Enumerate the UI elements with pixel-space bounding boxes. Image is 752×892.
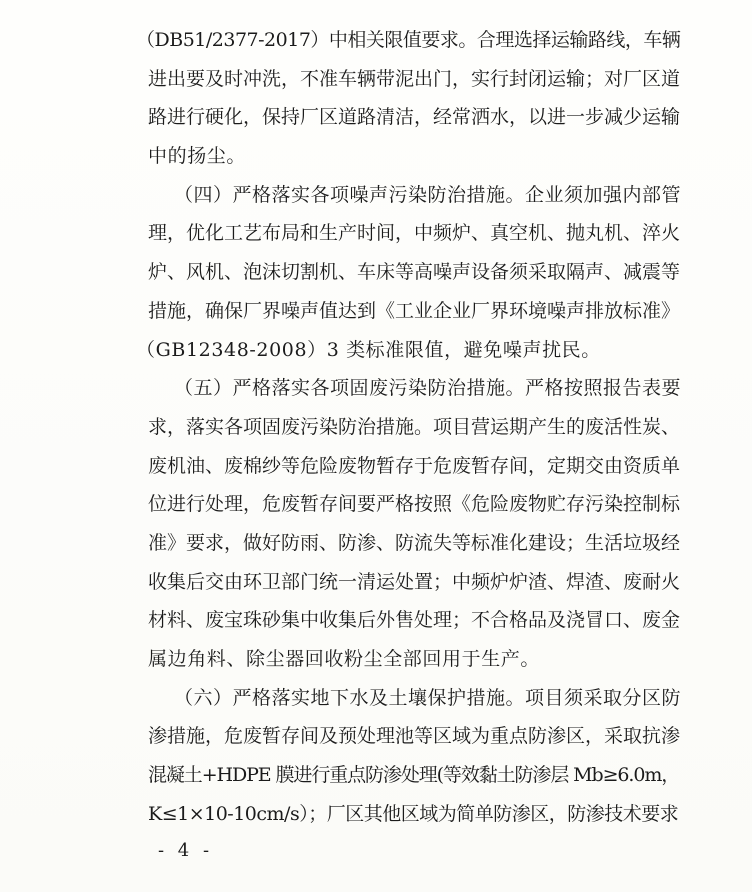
text-line: （四）严格落实各项噪声污染防治措施。企业须加强内部管 bbox=[174, 183, 682, 206]
text-line: 路进行硬化，保持厂区道路清洁，经常洒水，以进一步减少运输 bbox=[148, 106, 681, 129]
text-line: 炉、风机、泡沫切割机、车床等高噪声设备须采取隔声、减震等 bbox=[148, 261, 681, 284]
text-line: 材料、废宝珠砂集中收集后外售处理；不合格品及浇冒口、废金 bbox=[148, 609, 681, 632]
text-line: 求，落实各项固废污染防治措施。项目营运期产生的废活性炭、 bbox=[148, 415, 681, 438]
text-line: 收集后交由环卫部门统一清运处置；中频炉炉渣、焊渣、废耐火 bbox=[148, 570, 681, 593]
text-line: 进出要及时冲洗，不准车辆带泥出门，实行封闭运输；对厂区道 bbox=[148, 67, 681, 90]
text-line: 混凝土+HDPE 膜进行重点防渗处理(等效黏土防渗层 Mb≥6.0m， bbox=[148, 764, 680, 787]
text-line: 属边角料、除尘器回收粉尘全部回用于生产。 bbox=[148, 648, 541, 670]
text-line: 废机油、废棉纱等危险废物暂存于危废暂存间，定期交由资质单 bbox=[148, 454, 681, 477]
text-line: （DB51/2377-2017）中相关限值要求。合理选择运输路线，车辆 bbox=[136, 29, 681, 51]
text-line: 中的扬尘。 bbox=[148, 145, 247, 168]
text-line: 渗措施，危废暂存间及预处理池等区域为重点防渗区，采取抗渗 bbox=[148, 725, 681, 748]
text-line: （GB12348-2008）3 类标准限值，避免噪声扰民。 bbox=[136, 338, 601, 361]
text-line: （六）严格落实地下水及土壤保护措施。项目须采取分区防 bbox=[174, 686, 682, 709]
text-line: 位进行处理，危废暂存间要严格按照《危险废物贮存污染控制标 bbox=[148, 493, 681, 516]
page-number: - 4 - bbox=[158, 840, 214, 861]
text-line: K≤1×10-10cm/s）；厂区其他区域为简单防渗区，防渗技术要求 bbox=[148, 802, 679, 825]
text-line: 措施，确保厂界噪声值达到《工业企业厂界环境噪声排放标准》 bbox=[148, 299, 681, 322]
text-line: （五）严格落实各项固废污染防治措施。严格按照报告表要 bbox=[174, 377, 682, 400]
document-body bbox=[136, 21, 682, 833]
text-line: 理，优化工艺布局和生产时间，中频炉、真空机、抛丸机、淬火 bbox=[148, 222, 681, 245]
text-line: 准》要求，做好防雨、防渗、防流失等标准化建设；生活垃圾经 bbox=[148, 531, 681, 554]
